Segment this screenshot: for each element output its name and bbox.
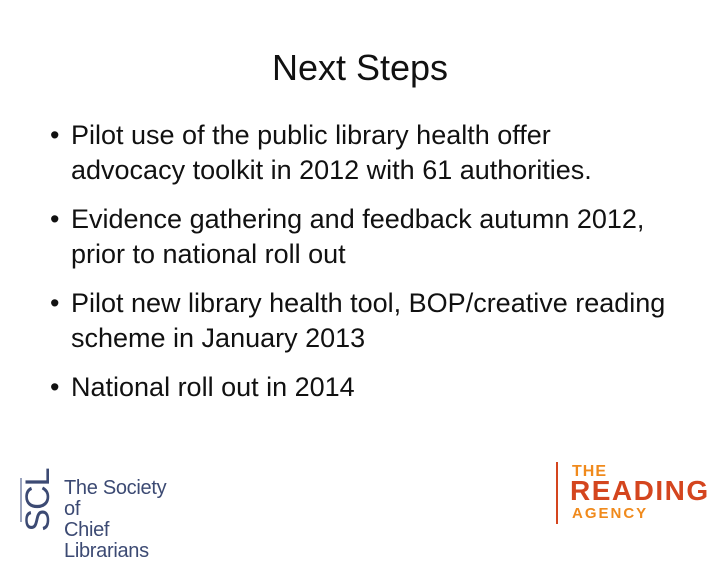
- bullet-item: [50, 286, 670, 356]
- bullet-text: Pilot new library health tool, BOP/creative reading scheme in January 2013: [71, 288, 666, 353]
- reading-agency-the: THE: [572, 463, 607, 480]
- reading-agency-logo: [556, 462, 710, 526]
- scl-line-2: Chief Librarians: [64, 519, 149, 562]
- bullet-icon: •: [50, 288, 60, 318]
- society-of-chief-librarians-logo: [14, 468, 184, 562]
- reading-agency-agency: AGENCY: [572, 505, 649, 522]
- bullet-item: [50, 202, 670, 272]
- scl-line-1: The Society of: [64, 477, 167, 520]
- bullet-list: [50, 118, 670, 419]
- bullet-text: Pilot use of the public library health offer advocacy toolkit in 2012 with 61 authorities.: [71, 120, 592, 185]
- bullet-item: [50, 370, 670, 405]
- reading-agency-divider: [556, 462, 558, 524]
- slide-title: Next Steps: [271, 47, 449, 88]
- bullet-icon: •: [50, 372, 60, 402]
- bullet-text: Evidence gathering and feedback autumn 2012, prior to national roll out: [71, 204, 645, 269]
- scl-monogram-text: SCL: [18, 468, 57, 532]
- reading-agency-reading: READING: [570, 475, 710, 506]
- bullet-icon: •: [50, 120, 60, 150]
- bullet-item: [50, 118, 670, 188]
- scl-wordmark: [64, 478, 184, 562]
- scl-monogram-icon: [14, 470, 58, 530]
- bullet-icon: •: [50, 204, 60, 234]
- bullet-text: National roll out in 2014: [71, 372, 355, 402]
